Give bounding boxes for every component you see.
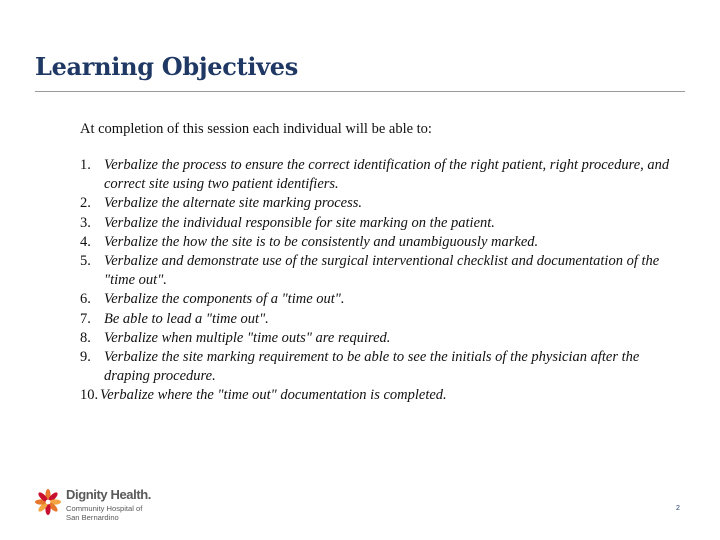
dignity-health-flower-icon <box>34 488 62 516</box>
objective-text: Verbalize the individual responsible for site marking on the patient. <box>104 214 495 231</box>
objective-number: 6. <box>80 291 91 308</box>
objective-item <box>80 194 680 213</box>
objective-text: Verbalize the alternate site marking process. <box>104 195 363 212</box>
objective-number: 10. <box>80 387 99 404</box>
dignity-health-logo <box>34 486 164 526</box>
objective-number: 3. <box>80 214 91 231</box>
objective-number: 8. <box>80 329 91 346</box>
objective-number: 9. <box>80 349 91 366</box>
objective-item <box>80 233 680 252</box>
hospital-name-line-1: Community Hospital of <box>66 504 143 513</box>
intro-text: At completion of this session each individual will be able to: <box>80 121 432 137</box>
objectives-list <box>80 156 680 406</box>
objective-item <box>80 348 680 386</box>
objective-item <box>80 386 680 405</box>
objective-number: 1. <box>80 157 91 173</box>
objective-number: 2. <box>80 195 91 212</box>
objective-item <box>80 252 680 290</box>
slide-title: Learning Objectives <box>35 52 298 81</box>
objective-text: Verbalize the components of a "time out". <box>104 291 345 308</box>
objective-item <box>80 310 680 329</box>
title-divider <box>35 91 685 92</box>
objective-number: 5. <box>80 253 91 270</box>
objective-text: Verbalize when multiple "time outs" are required. <box>104 329 391 346</box>
objective-text: Be able to lead a "time out". <box>104 310 269 327</box>
objective-item <box>80 329 680 348</box>
objective-text: Verbalize the how the site is to be consistently and unambiguously marked. <box>104 233 539 250</box>
objective-number: 7. <box>80 310 91 327</box>
brand-name: Dignity Health. <box>66 487 152 502</box>
objective-item <box>80 156 680 194</box>
objective-item <box>80 290 680 309</box>
objective-text: Verbalize where the "time out" documentation is completed. <box>100 387 447 404</box>
objective-text: Verbalize the site marking requirement to be able to see the initials of the physician after the draping procedure. <box>104 349 640 385</box>
objective-text: Verbalize the process to ensure the correct identification of the right patient, right procedure, and correct site using two patient identifiers. <box>104 157 670 193</box>
objective-number: 4. <box>80 233 91 250</box>
objective-text: Verbalize and demonstrate use of the surgical interventional checklist and documentation of the "time out". <box>104 253 660 289</box>
objective-item <box>80 214 680 233</box>
hospital-name-line-2: San Bernardino <box>66 513 119 522</box>
page-number: 2 <box>676 505 680 512</box>
